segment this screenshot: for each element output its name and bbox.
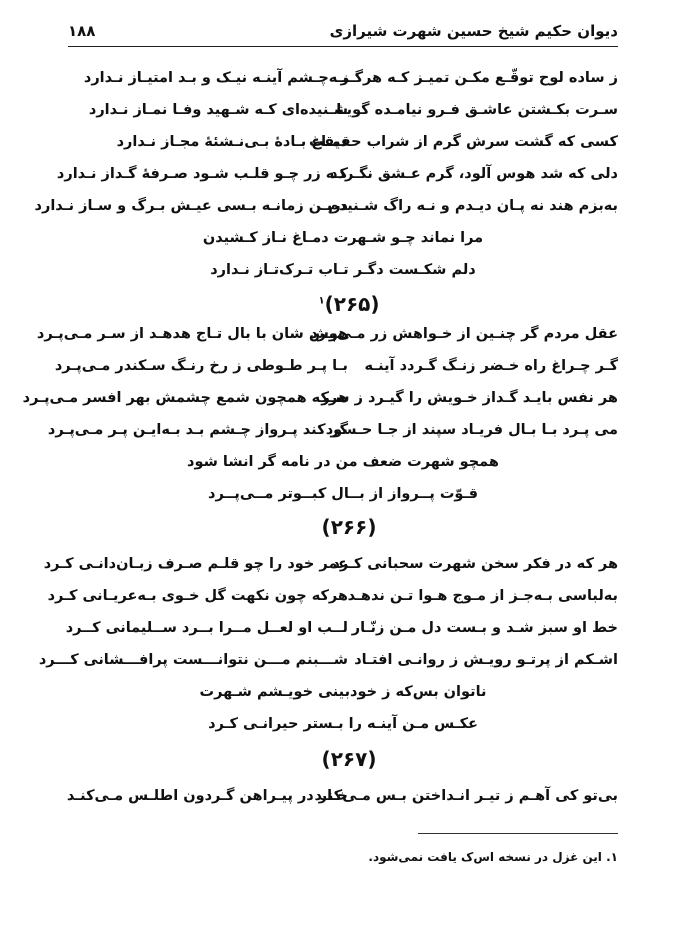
poem-prev-section xyxy=(34,62,618,286)
hemistich-first: اشـکم از پرتـو رویـش ز روانـی افتـاد xyxy=(354,652,618,668)
closing-line: مرا نماند چـو شـهرت دمـاغ نـاز کـشیدن xyxy=(202,230,484,246)
ghazal-number-267: (۲۶۷) xyxy=(321,747,377,771)
hemistich-second: بـا پـر طـوطی ز رخ رنـگ سـکندر مـی‌پـرد xyxy=(54,358,348,374)
hemistich-second: هوش شان با بال تـاج هدهـد از سـر مـی‌پـرد xyxy=(36,326,348,342)
couplet xyxy=(38,644,618,676)
closing-line: همچو شهرت ضعف من در نامه گر انشا شود xyxy=(187,454,499,470)
hemistich-first: هر نفس بایـد گـداز خـویش را گیـرد ز سـر xyxy=(321,390,618,406)
hemistich-first: گـر چـراغ راه خـضر زنـگ گـردد آینـه xyxy=(364,358,618,374)
hemistich-first: خط او سبز شـد و بـست دل مـن زنّـار xyxy=(351,620,618,636)
hemistich-second: خـار در پیـراهن گـردون اطلـس مـی‌کنـد xyxy=(66,788,348,804)
couplet xyxy=(68,62,618,94)
couplet xyxy=(22,382,618,414)
hemistich-second: شـنیده‌ای کـه شـهید وفـا نمـاز نـدارد xyxy=(88,102,348,118)
ghazal-number-265 xyxy=(0,292,698,316)
ghazal-number-text: (۲۶۵) xyxy=(324,292,380,316)
hemistich-second: هرکه همچون شمع چشمش بهر افسر مـی‌پـرد xyxy=(22,390,348,406)
hemistich-first: ز ساده لوح توقّـع مکـن تمیـز کـه هرگـز xyxy=(340,70,618,86)
page-number: ۱۸۸ xyxy=(68,22,96,40)
hemistich-first: به‌لباسی بـه‌جـز از مـوج هـوا تـن ندهـد xyxy=(347,588,618,604)
hemistich-first: دلی که شد هوس آلود، گرم عـشق نگـردد xyxy=(330,166,618,182)
hemistich-second: لــب او لعــل مــرا بــرد ســلیمانی کــرد xyxy=(65,620,348,636)
couplet xyxy=(36,318,618,350)
couplet xyxy=(54,350,618,382)
page-header xyxy=(68,20,618,47)
hemistich-second: شـــبنم مـــن نتوانـــست پرافـــشانی کـــرد xyxy=(38,652,348,668)
hemistich-first: کسی که گشت سرش گرم از شراب حقیقت xyxy=(308,134,618,150)
hemistich-first: عقل مردم گر چنـین از خـواهش زر مـی‌پـرد xyxy=(310,326,618,342)
hemistich-first: می پـرد بـا بـال فریـاد سپند از جـا حـسود xyxy=(325,422,618,438)
hemistich-second: دمـاغ بـادهٔ بـی‌نـشئهٔ مجـاز نـدارد xyxy=(116,134,348,150)
hemistich-first: بی‌تو کی آهـم ز تیـر انـداختن بـس مـی‌کنـد xyxy=(314,788,618,804)
hemistich-second: دریـن زمانـه بـسی عیـش بـرگ و سـاز نـدارد xyxy=(34,198,348,214)
footnote-divider xyxy=(418,833,618,834)
closing-line: دلم شکـست دگـر تـاب تـرک‌تـاز نـدارد xyxy=(210,262,476,278)
couplet xyxy=(56,158,618,190)
hemistich-second: بـه‌چـشم آینـه نیـک و بـد امتیـاز نـدارد xyxy=(83,70,348,86)
hemistich-second: عمر خود را چو قلـم صـرف زبـان‌دانـی کـرد xyxy=(43,556,348,572)
poem-ghazal-267 xyxy=(68,780,618,812)
hemistich-first: سـرت بکـشتن عاشـق فـرو نیامـده گویـا xyxy=(336,102,618,118)
couplet xyxy=(65,612,618,644)
ghazal-number-266: (۲۶۶) xyxy=(321,515,377,539)
hemistich-first: به‌بزم هند نه پـان دیـدم و نـه راگ شـنیدم xyxy=(328,198,618,214)
poem-ghazal-265 xyxy=(22,318,618,510)
couplet xyxy=(47,414,618,446)
closing-line: ناتوان بس‌که ز خودبینی خویـشم شـهرت xyxy=(199,684,487,700)
couplet xyxy=(47,580,618,612)
couplet xyxy=(43,548,618,580)
closing-line: قـوّت پــرواز از بــال کبــوتر مــی‌پــرد xyxy=(208,486,478,502)
footnote-ref: ۱ xyxy=(318,295,325,307)
couplet xyxy=(68,94,618,126)
couplet xyxy=(68,780,618,812)
couplet xyxy=(68,126,618,158)
footnote: ۱. این غزل در نسخه اس‌ک یافت نمی‌شود. xyxy=(368,850,618,864)
hemistich-second: کـه زر چـو قلـب شـود صـرفهٔ گـداز نـدارد xyxy=(56,166,348,182)
hemistich-second: گر کند پـرواز چـشم بـد بـه‌ایـن پـر مـی‌پـرد xyxy=(47,422,348,438)
couplet xyxy=(34,190,618,222)
book-title: دیوان حکیم شیخ حسین شهرت شیرازی xyxy=(329,22,618,40)
hemistich-second: هرکه چون نکهت گل خـوی بـه‌عریـانی کـرد xyxy=(47,588,348,604)
hemistich-first: هر که در فکر سخن شهرت سحبانی کـرد xyxy=(332,556,618,572)
closing-line: عکـس مـن آینـه را بـستر حیرانـی کـرد xyxy=(208,716,478,732)
poem-ghazal-266 xyxy=(38,548,618,740)
